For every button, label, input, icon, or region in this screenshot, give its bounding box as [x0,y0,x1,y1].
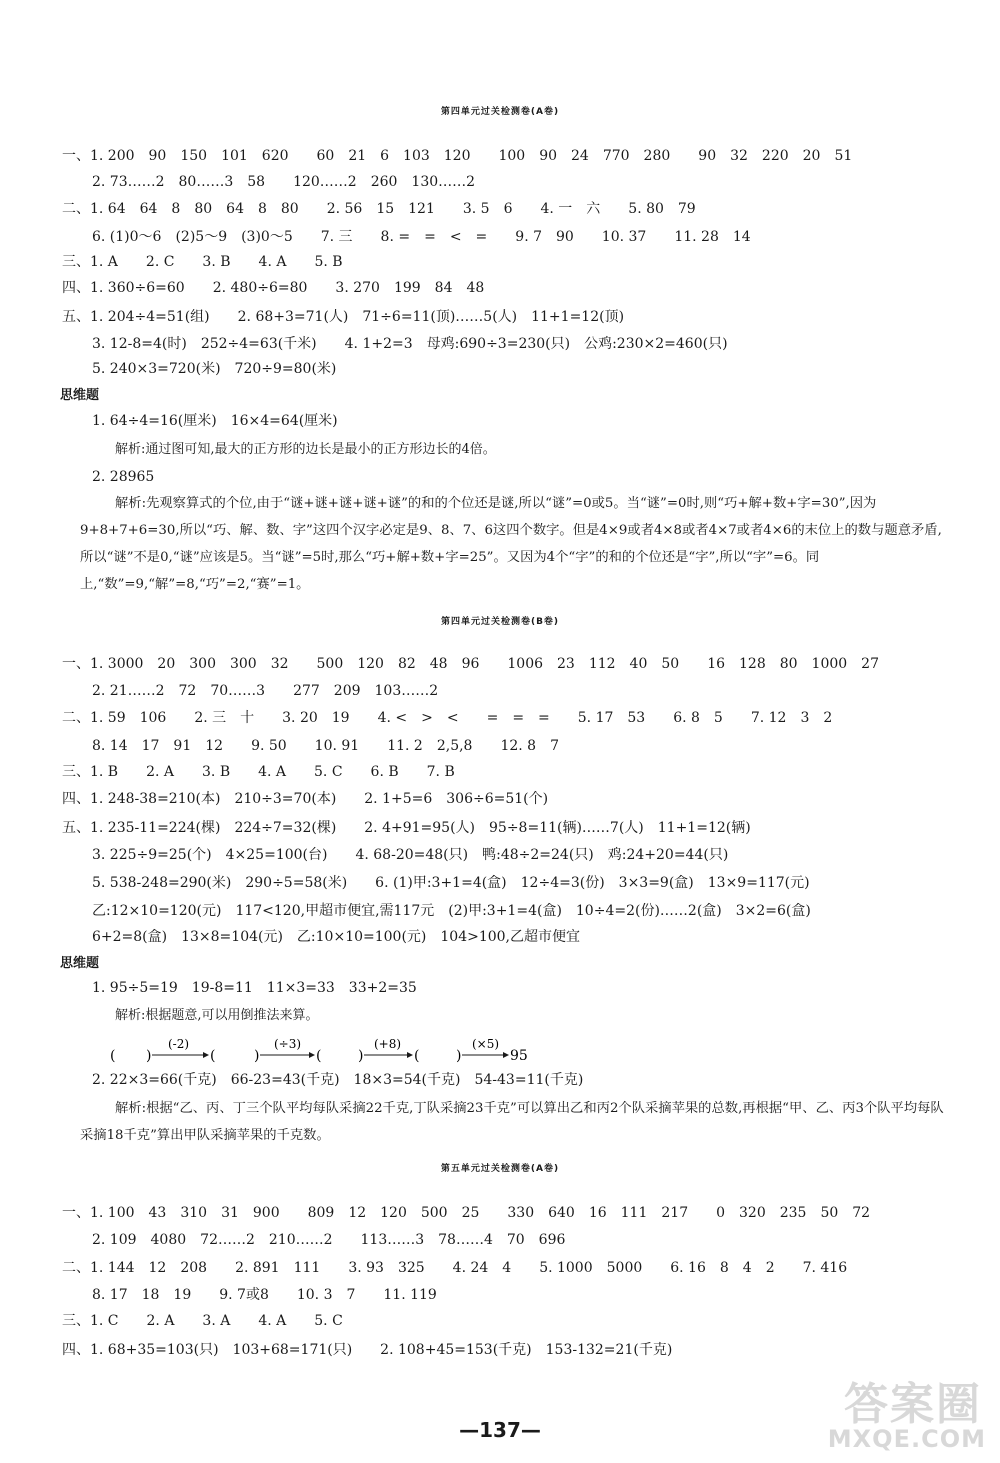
answer-line: 三、1. A 2. C 3. B 4. A 5. B [62,254,343,270]
answer-line: 一、1. 200 90 150 101 620 60 21 6 103 120 100 90 24 770 280 90 32 220 20 51 [62,148,853,164]
thinking-line: 1. 95÷5=19 19-8=11 11×3=33 33+2=35 [92,980,417,996]
answer-line: 四、1. 248-38=210(本) 210÷3=70(本) 2. 1+5=6 306÷6=51(个) [62,791,549,807]
thinking-line: 2. 28965 [92,469,155,485]
site-watermark [818,1368,988,1453]
thinking-heading: 思维题 [60,956,100,971]
answer-line: 一、1. 100 43 310 31 900 809 12 120 500 25 330 640 16 111 217 0 320 235 50 72 [62,1205,871,1221]
answer-line: 8. 17 18 19 9. 7或8 10. 3 7 11. 119 [92,1287,437,1303]
blank-paren: ( [110,1048,116,1064]
answer-line: 二、1. 144 12 208 2. 891 111 3. 93 325 4. 24 4 5. 1000 5000 6. 16 8 4 2 7. 416 [62,1260,848,1276]
answer-line: 3. 12-8=4(时) 252÷4=63(千米) 4. 1+2=3 母鸡:690÷3=230(只) 公鸡:230×2=460(只) [92,336,728,352]
answer-line: 2. 21……2 72 70……3 277 209 103……2 [92,683,439,699]
watermark-url: MXQE.COM [827,1425,986,1453]
blank-paren: ) [254,1048,260,1064]
answer-line: 2. 109 4080 72……2 210……2 113……3 78……4 70 696 [92,1232,566,1248]
answer-line: 三、1. C 2. A 3. A 4. A 5. C [62,1313,343,1329]
blank-paren: ) [358,1048,364,1064]
answer-line: 6. (1)0～6 (2)5～9 (3)0～5 7. 三 8. = = < = 9. 7 90 10. 37 11. 28 14 [92,229,751,245]
answer-line: 五、1. 204÷4=51(组) 2. 68+3=71(人) 71÷6=11(顶)……5(人) 11+1=12(顶) [62,309,625,325]
answer-line: 二、1. 64 64 8 80 64 8 80 2. 56 15 121 3. 5 6 4. 一 六 5. 80 79 [62,201,696,217]
thinking-line: 1. 64÷4=16(厘米) 16×4=64(厘米) [92,413,338,429]
analysis-paragraph: 解析:根据“乙、丙、丁三个队平均每队采摘22千克,丁队采摘23千克”可以算出乙和丙2个队采摘苹果的总数,再根据“甲、乙、丙3个队平均每队采摘18千克”算出甲队采摘苹果的千克数。 [80,1101,944,1143]
answer-line: 3. 225÷9=25(个) 4×25=100(台) 4. 68-20=48(只) 鸭:48÷2=24(只) 鸡:24+20=44(只) [92,847,729,863]
answer-line: 6+2=8(盒) 13×8=104(元) 乙:10×10=100(元) 104>100,乙超市便宜 [92,929,581,945]
arrow-result: 95 [510,1048,528,1064]
analysis-paragraph: 解析:先观察算式的个位,由于“谜+谜+谜+谜+谜”的和的个位还是谜,所以“谜”=0或5。当“谜”=0时,则“巧+解+数+字=30”,因为9+8+7+6=30,所以“巧、解、数、字”这四个汉字必定是9、8、7、6这四个数字。但是4×9或者4×8或者4×7或者4×6的末位上的数与题意矛盾,所以“谜”不是0,“谜”应该是5。当“谜”=5时,那么“巧+解+数+字=25”。又因为4个“字”的和的个位还是“字”,所以“字”=6。同上,“数”=9,“解”=8,“巧”=2,“赛”=1。 [80,496,942,592]
blank-paren: ) [146,1048,152,1064]
arrow-op: (÷3) [274,1037,302,1051]
answer-line: 四、1. 68+35=103(只) 103+68=171(只) 2. 108+45=153(千克) 153-132=21(千克) [62,1342,673,1358]
answer-line: 5. 240×3=720(米) 720÷9=80(米) [92,361,337,377]
answer-line: 8. 14 17 91 12 9. 50 10. 91 11. 2 2,5,8 12. 8 7 [92,738,559,754]
answer-line: 乙:12×10=120(元) 117<120,甲超市便宜,需117元 (2)甲:3+1=4(盒) 10÷4=2(份)……2(盒) 3×2=6(盒) [92,903,811,919]
analysis-line: 解析:根据题意,可以用倒推法来算。 [115,1008,319,1023]
answer-line: 二、1. 59 106 2. 三 十 3. 20 19 4. < > < = = = 5. 17 53 6. 8 5 7. 12 3 2 [62,710,833,726]
analysis-line: 解析:通过图可知,最大的正方形的边长是最小的正方形边长的4倍。 [115,442,496,457]
answer-line: 2. 73……2 80……3 58 120……2 260 130……2 [92,174,476,190]
page-number: —137— [459,1418,541,1442]
blank-paren: ( [210,1048,216,1064]
reverse-calculation-diagram [110,1036,570,1066]
answer-line: 四、1. 360÷6=60 2. 480÷6=80 3. 270 199 84 48 [62,280,485,296]
blank-paren: ( [414,1048,420,1064]
answer-line: 5. 538-248=290(米) 290÷5=58(米) 6. (1)甲:3+1=4(盒) 12÷4=3(份) 3×3=9(盒) 13×9=117(元) [92,875,810,891]
thinking-heading: 思维题 [60,388,100,403]
section-title-unit5-a: 第五单元过关检测卷(A卷) [440,1164,560,1174]
answer-line: 五、1. 235-11=224(棵) 224÷7=32(棵) 2. 4+91=95(人) 95÷8=11(辆)……7(人) 11+1=12(辆) [62,820,751,836]
blank-paren: ) [456,1048,462,1064]
arrow-op: (×5) [472,1037,500,1051]
watermark-logo-text: 答案圈 [844,1379,982,1430]
arrow-op: (-2) [168,1037,190,1051]
section-title-unit4-b: 第四单元过关检测卷(B卷) [440,617,560,627]
thinking-line: 2. 22×3=66(千克) 66-23=43(千克) 18×3=54(千克) 54-43=11(千克) [92,1072,584,1088]
blank-paren: ( [316,1048,322,1064]
answer-line: 三、1. B 2. A 3. B 4. A 5. C 6. B 7. B [62,764,455,780]
arrow-op: (+8) [374,1037,402,1051]
section-title-unit4-a: 第四单元过关检测卷(A卷) [440,107,560,117]
answer-line: 一、1. 3000 20 300 300 32 500 120 82 48 96 1006 23 112 40 50 16 128 80 1000 27 [62,656,879,672]
